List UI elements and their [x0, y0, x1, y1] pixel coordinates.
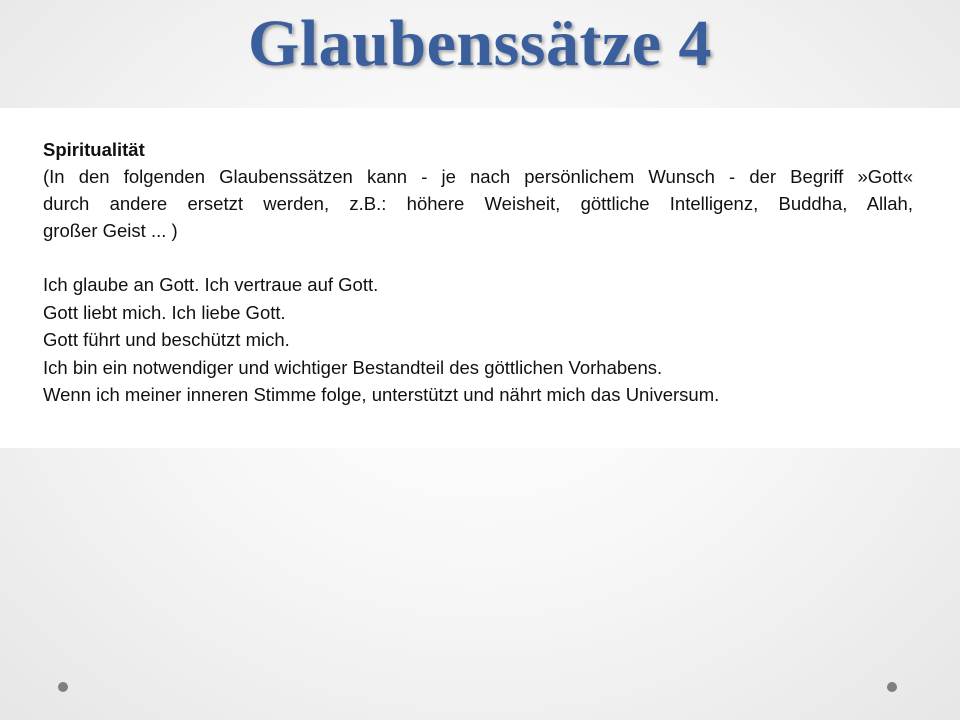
decorative-dot-right: [887, 682, 897, 692]
belief-list: [43, 271, 913, 409]
intro-line: (In den folgenden Glaubenssätzen kann - je nach persönlichem Wunsch - der Begriff »Gott«: [43, 166, 913, 187]
belief-line: Gott liebt mich. Ich liebe Gott.: [43, 301, 286, 323]
intro-paragraph: [43, 163, 913, 244]
document-heading: Spiritualität: [43, 139, 145, 160]
document-image-panel: [0, 108, 960, 448]
intro-line: durch andere ersetzt werden, z.B.: höhere Weisheit, göttliche Intelligenz, Buddha, Allah,: [43, 193, 913, 214]
intro-line: großer Geist ... ): [43, 220, 178, 241]
belief-line: Ich glaube an Gott. Ich vertraue auf Gott.: [43, 274, 379, 295]
belief-line: Ich bin ein notwendiger und wichtiger Bestandteil des göttlichen Vorhabens.: [43, 356, 663, 378]
document-text: [43, 136, 913, 409]
slide-title: Glaubenssätze 4: [247, 7, 713, 80]
decorative-dot-left: [58, 682, 68, 692]
belief-line: Wenn ich meiner inneren Stimme folge, unterstützt und nährt mich das Universum.: [43, 384, 720, 405]
belief-line: Gott führt und beschützt mich.: [43, 329, 290, 350]
